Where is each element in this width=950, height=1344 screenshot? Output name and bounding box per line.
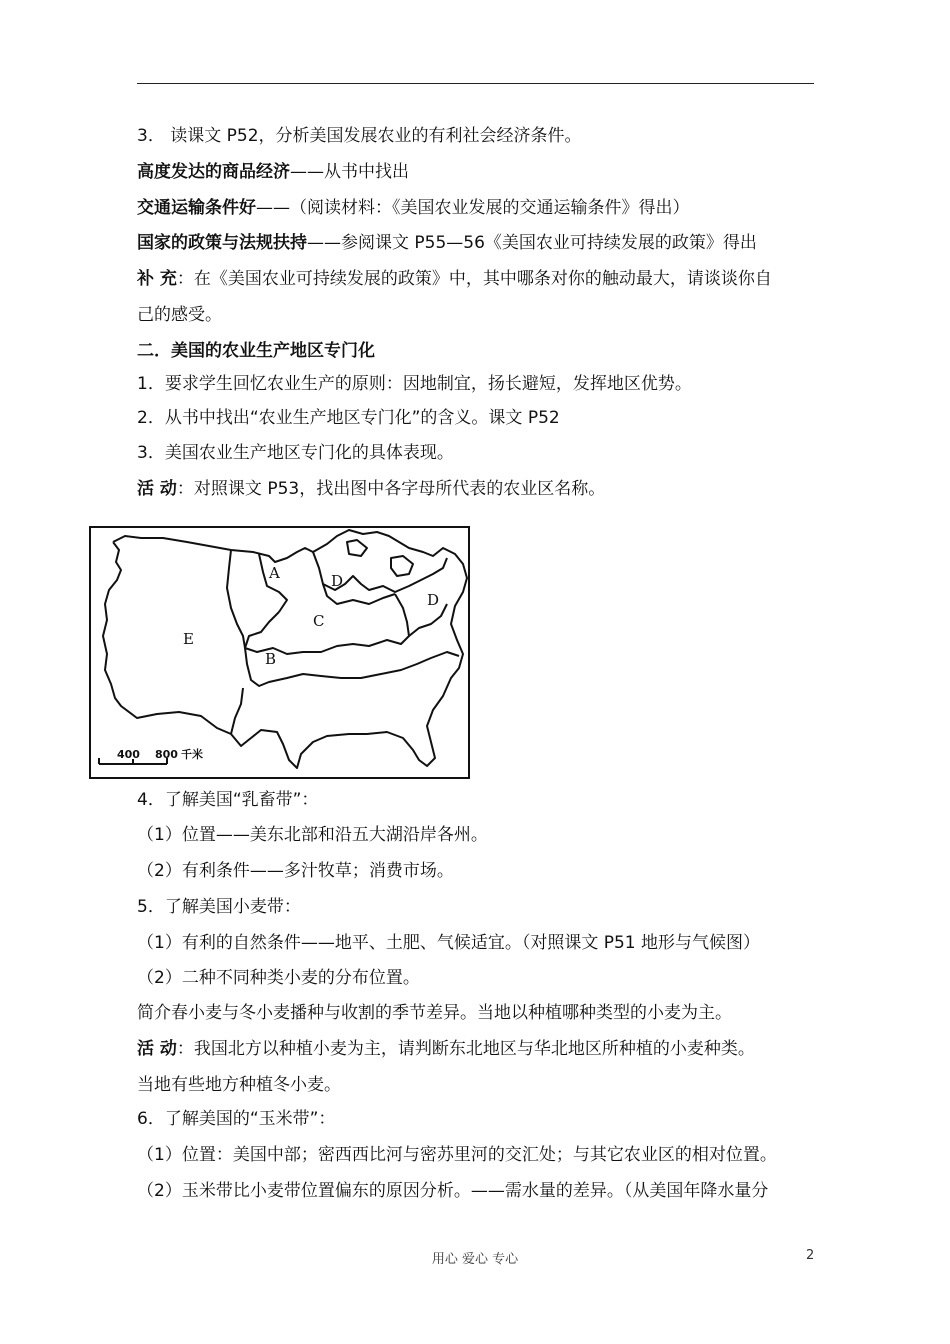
map-label-c: C — [313, 612, 325, 630]
text-line: 5．了解美国小麦带： — [137, 897, 301, 917]
scale-label-400: 400 — [117, 748, 140, 761]
text-line: 己的感受。 — [137, 305, 222, 325]
text-line: （1）有利的自然条件——地平、土肥、气候适宜。（对照课文 P51 地形与气候图） — [137, 933, 761, 953]
text-line: 当地有些地方种植冬小麦。 — [137, 1075, 341, 1095]
text-line: 6．了解美国的“玉米带”： — [137, 1109, 336, 1129]
page-footer: 用心 爱心 专心 — [431, 1252, 519, 1267]
map-label-d: D — [331, 572, 344, 590]
text-line: （1）位置——美东北部和沿五大湖沿岸各州。 — [137, 825, 488, 845]
text-line: 3．美国农业生产地区专门化的具体表现。 — [137, 443, 454, 463]
region-boundary-c — [245, 594, 409, 654]
text-line: （2）有利条件——多汁牧草；消费市场。 — [137, 861, 454, 881]
text-line: （2）玉米带比小麦带位置偏东的原因分析。——需水量的差异。（从美国年降水量分 — [137, 1181, 769, 1201]
page-number: 2 — [806, 1248, 815, 1263]
text-line: 活 动：对照课文 P53，找出图中各字母所代表的农业区名称。 — [137, 479, 606, 499]
scale-unit: 千米 — [181, 748, 203, 761]
text-line: 3． 读课文 P52，分析美国发展农业的有利社会经济条件。 — [137, 126, 582, 146]
text-line: 2．从书中找出“农业生产地区专门化”的含义。课文 P52 — [137, 408, 560, 428]
region-boundary-a — [259, 554, 287, 612]
map-label-d-east: D — [427, 591, 440, 609]
lake-shape — [347, 540, 367, 556]
text-line: 高度发达的商品经济——从书中找出 — [137, 162, 409, 182]
text-line: 4．了解美国“乳畜带”： — [137, 790, 319, 810]
text-line: 活 动：我国北方以种植小麦为主，请判断东北地区与华北地区所种植的小麦种类。 — [137, 1039, 755, 1059]
text-line: 补 充：在《美国农业可持续发展的政策》中，其中哪条对你的触动最大，请谈谈你自 — [137, 269, 772, 289]
scale-label-800: 800 — [155, 748, 178, 761]
map-label-b: B — [265, 650, 277, 668]
header-rule — [137, 83, 814, 84]
text-line: 国家的政策与法规扶持——参阅课文 P55—56《美国农业可持续发展的政策》得出 — [137, 233, 757, 253]
text-line: 简介春小麦与冬小麦播种与收割的季节差异。当地以种植哪种类型的小麦为主。 — [137, 1003, 732, 1023]
usa-agriculture-map — [89, 526, 470, 779]
lake-shape — [391, 556, 413, 576]
section-heading: 二．美国的农业生产地区专门化 — [137, 341, 375, 361]
map-drawing — [91, 528, 468, 777]
map-label-a: A — [269, 564, 280, 582]
region-boundary-b — [245, 648, 459, 686]
text-line: 交通运输条件好——（阅读材料：《美国农业发展的交通运输条件》得出） — [137, 198, 690, 218]
text-line: 1．要求学生回忆农业生产的原则：因地制宜，扬长避短，发挥地区优势。 — [137, 374, 692, 394]
region-boundary-e — [227, 550, 245, 648]
text-line: （2）二种不同种类小麦的分布位置。 — [137, 968, 420, 988]
map-label-e: E — [183, 630, 194, 648]
region-boundary-south — [231, 688, 243, 734]
text-line: （1）位置：美国中部；密西西比河与密苏里河的交汇处；与其它农业区的相对位置。 — [137, 1145, 777, 1165]
